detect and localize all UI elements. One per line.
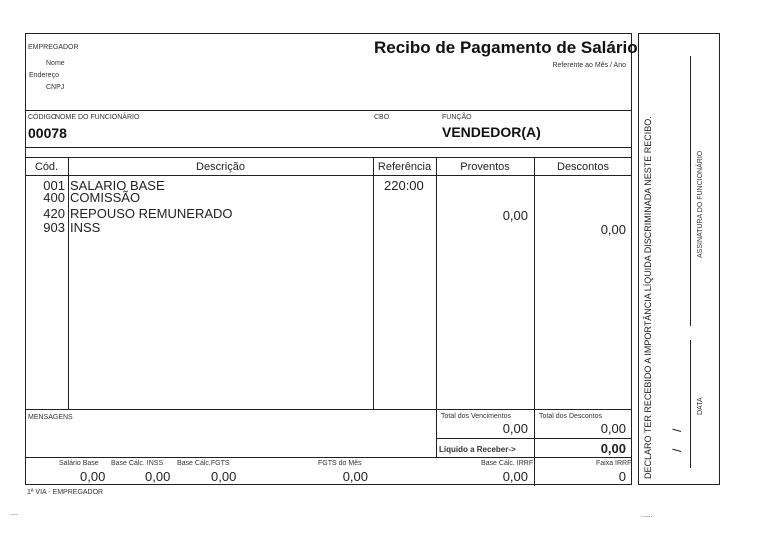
header-reference: Referência: [377, 161, 432, 173]
fgts-base-value: 0,00: [211, 469, 237, 484]
total-earnings-label: Total dos Vencimentos: [441, 413, 512, 420]
divider-header: [25, 110, 632, 111]
cbo-label: CBO: [374, 114, 390, 121]
col-divider-reference: [436, 157, 437, 410]
name-label: Nome: [46, 60, 65, 67]
inss-base-value: 0,00: [145, 469, 171, 484]
total-deductions-value: 0,00: [600, 421, 626, 436]
net-divider: [436, 438, 632, 439]
header-deductions: Descontos: [557, 161, 609, 173]
row-earnings: 0,00: [502, 208, 528, 223]
employee-code: 00078: [28, 125, 67, 141]
function-label: FUNÇÃO: [442, 114, 472, 121]
footer-divider: [25, 457, 632, 458]
table-header-line: [25, 175, 632, 176]
date-label: DATA: [697, 397, 704, 415]
row-code: 001: [43, 178, 65, 193]
receipt-title: Recibo de Pagamento de Salário: [374, 38, 638, 57]
col-divider-earnings: [534, 157, 535, 486]
net-label: Líquido a Receber->: [439, 445, 516, 454]
row-description: SALARIO BASE: [70, 178, 165, 193]
address-label: Endereço: [29, 72, 59, 79]
code-label: CÓDIGO: [28, 114, 57, 121]
irrf-base-label: Base Cálc. IRRF: [481, 460, 534, 467]
row-reference: 220:00: [384, 178, 424, 193]
inss-base-label: Base Cálc. INSS: [111, 460, 164, 467]
employer-label: EMPREGADOR: [28, 44, 79, 51]
cut-mark-left: ....: [10, 510, 18, 517]
date-slashes: / /: [670, 428, 684, 452]
cnpj-label: CNPJ: [46, 84, 65, 91]
fgts-month-value: 0,00: [342, 469, 368, 484]
row-code: 903: [43, 220, 65, 235]
signature-line: [690, 56, 691, 326]
header-code: Cód.: [34, 161, 59, 173]
salary-base-value: 0,00: [80, 469, 106, 484]
total-deductions-label: Total dos Descontos: [539, 413, 603, 420]
salary-base-label: Salário Base: [59, 460, 99, 467]
declaration-text: DECLARO TER RECEBIDO A IMPORTÂNCIA LÍQUIDA DISCRIMINADA NESTE RECIBO.: [643, 116, 653, 479]
cut-mark-right: ......: [641, 512, 653, 519]
col-divider-code: [68, 157, 69, 410]
divider-employee: [25, 147, 632, 148]
messages-label: MENSAGENS: [28, 414, 73, 421]
employee-function: VENDEDOR(A): [442, 124, 541, 140]
row-deductions: 0,00: [600, 222, 626, 237]
irrf-band-label: Faixa IRRF: [596, 460, 632, 467]
employee-name-label: NOME DO FUNCIONÁRIO: [55, 114, 140, 121]
reference-label: Referente ao Mês / Ano: [552, 62, 626, 69]
irrf-band-value: 0: [618, 469, 626, 484]
row-description: COMISSÃO: [70, 190, 141, 205]
net-value: 0,00: [600, 441, 626, 456]
row-description: REPOUSO REMUNERADO: [70, 206, 233, 221]
row-code: 400: [43, 190, 65, 205]
fgts-base-label: Base Cálc.FGTS: [177, 460, 230, 467]
header-earnings: Proventos: [460, 161, 510, 173]
fgts-month-label: FGTS do Mês: [318, 460, 362, 467]
header-description: Descrição: [196, 161, 245, 173]
irrf-base-value: 0,00: [502, 469, 528, 484]
copy-label: 1ª VIA - EMPREGADOR: [27, 489, 104, 496]
row-description: INSS: [70, 220, 101, 235]
date-line: [690, 340, 691, 468]
row-code: 420: [43, 206, 65, 221]
col-divider-description: [373, 157, 374, 410]
signature-label: ASSINATURA DO FUNCIONÁRIO: [697, 150, 704, 258]
total-earnings-value: 0,00: [502, 421, 528, 436]
